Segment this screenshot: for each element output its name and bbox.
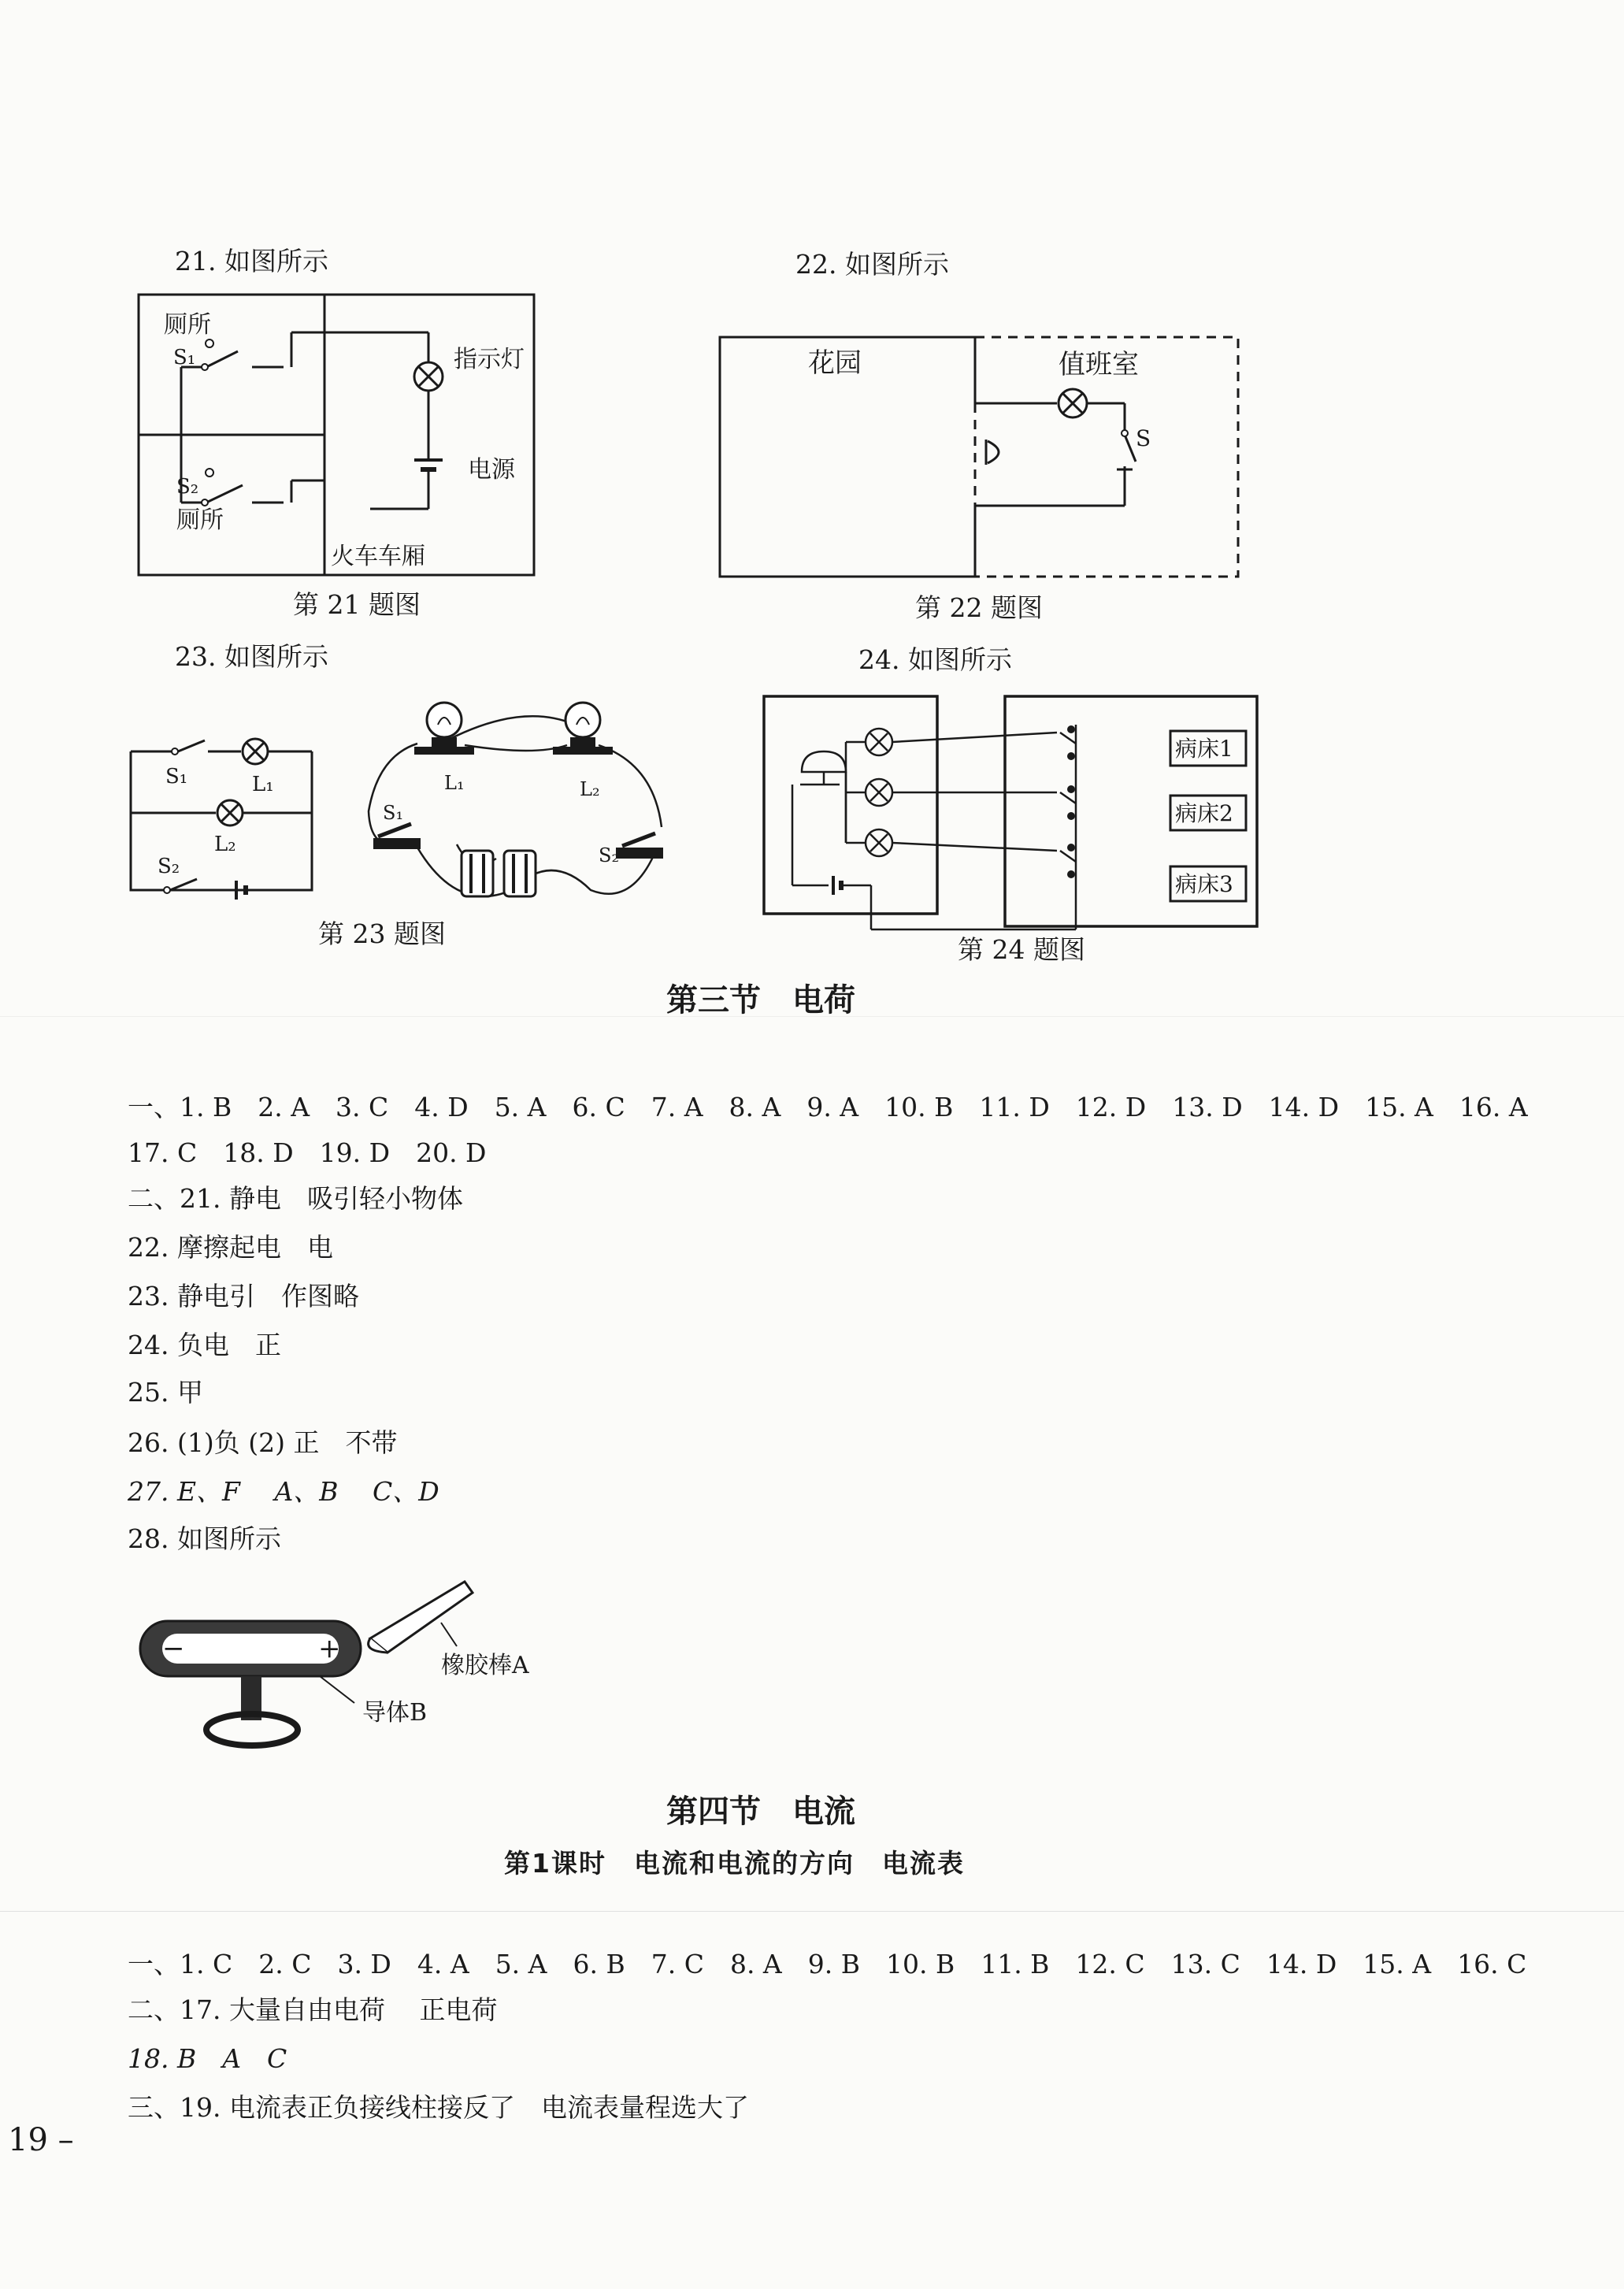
s1-label: S₁ <box>173 346 196 369</box>
duty-room-label: 值班室 <box>1059 349 1139 380</box>
bed2-label: 病床2 <box>1175 800 1233 826</box>
switch-s-label: S <box>1136 425 1151 451</box>
q23-circuit-diagram <box>126 733 323 898</box>
section4-line-3: 18. B A C <box>128 2043 287 2074</box>
duty-room-panel <box>764 696 937 914</box>
schematic-l2-label: L₂ <box>214 833 236 856</box>
section4-line-4: 三、19. 电流表正负接线柱接反了 电流表量程选大了 <box>128 2092 749 2123</box>
s2-label: S₂ <box>176 475 199 499</box>
q21-prompt: 21. 如图所示 <box>175 246 328 276</box>
q23-physical-circuit <box>362 693 677 922</box>
minus-sign: − <box>162 1633 185 1664</box>
physical-s1-label: S₁ <box>383 802 404 824</box>
section4-title: 第四节 电流 <box>666 1794 855 1830</box>
q22-caption: 第 22 题图 <box>915 592 1043 623</box>
power-label: 电源 <box>468 456 515 484</box>
section3-line-3: 二、21. 静电 吸引轻小物体 <box>128 1183 463 1214</box>
q24-caption: 第 24 题图 <box>958 934 1085 965</box>
physical-s2-label: S₂ <box>599 844 620 866</box>
section3-line-8: 26. (1)负 (2) 正 不带 <box>128 1427 398 1458</box>
section3-line-4: 22. 摩擦起电 电 <box>128 1232 333 1263</box>
q22-circuit-diagram <box>715 331 1251 583</box>
rod-a-label: 橡胶棒A <box>441 1652 529 1679</box>
bed1-label: 病床1 <box>1175 736 1233 762</box>
conductor-b-label: 导体B <box>362 1699 428 1727</box>
toilet-label-bottom: 厕所 <box>176 506 224 534</box>
q21-circuit-diagram <box>134 291 543 583</box>
section3-line-5: 23. 静电引 作图略 <box>128 1281 359 1311</box>
section4-line-2: 二、17. 大量自由电荷 正电荷 <box>128 1994 498 2025</box>
indicator-lamp-label: 指示灯 <box>454 346 525 373</box>
page-number: 19 – <box>8 2122 74 2158</box>
q21-caption: 第 21 题图 <box>293 589 421 620</box>
section3-line-7: 25. 甲 <box>128 1377 203 1408</box>
section3-line-2: 17. C 18. D 19. D 20. D <box>128 1137 487 1168</box>
garden-label: 花园 <box>808 347 862 379</box>
section3-line-10: 28. 如图所示 <box>128 1523 281 1554</box>
schematic-s1-label: S₁ <box>165 765 188 788</box>
plus-sign: + <box>318 1633 341 1664</box>
section4-line-1: 一、1. C 2. C 3. D 4. A 5. A 6. B 7. C 8. A 9. B 10. B 11. B 12. C 13. C 14. D 15. A 16. C <box>128 1949 1527 1979</box>
scan-line <box>0 1016 1624 1017</box>
section3-title: 第三节 电荷 <box>666 982 855 1018</box>
schematic-l1-label: L₁ <box>252 773 274 796</box>
q23-prompt: 23. 如图所示 <box>175 641 328 672</box>
section3-line-9: 27. E、F A、B C、D <box>128 1476 439 1507</box>
section3-line-1: 一、1. B 2. A 3. C 4. D 5. A 6. C 7. A 8. A 9. A 10. B 11. D 12. D 13. D 14. D 15. A 16. A <box>128 1092 1528 1122</box>
q22-prompt: 22. 如图所示 <box>795 249 949 280</box>
physical-l1-label: L₁ <box>444 772 465 794</box>
train-car-label: 火车车厢 <box>331 543 425 570</box>
bed3-label: 病床3 <box>1175 871 1233 897</box>
section3-line-6: 24. 负电 正 <box>128 1330 281 1360</box>
schematic-s2-label: S₂ <box>158 855 180 878</box>
q28-conductor-diagram <box>134 1575 575 1764</box>
scan-line <box>0 1911 1624 1912</box>
physical-l2-label: L₂ <box>580 778 600 800</box>
q23-caption: 第 23 题图 <box>318 918 446 949</box>
section4-subtitle: 第1课时 电流和电流的方向 电流表 <box>504 1848 965 1879</box>
toilet-label-top: 厕所 <box>164 311 211 339</box>
rubber-rod-a <box>370 1582 473 1653</box>
q24-prompt: 24. 如图所示 <box>858 644 1012 675</box>
q24-circuit-diagram <box>761 693 1265 937</box>
